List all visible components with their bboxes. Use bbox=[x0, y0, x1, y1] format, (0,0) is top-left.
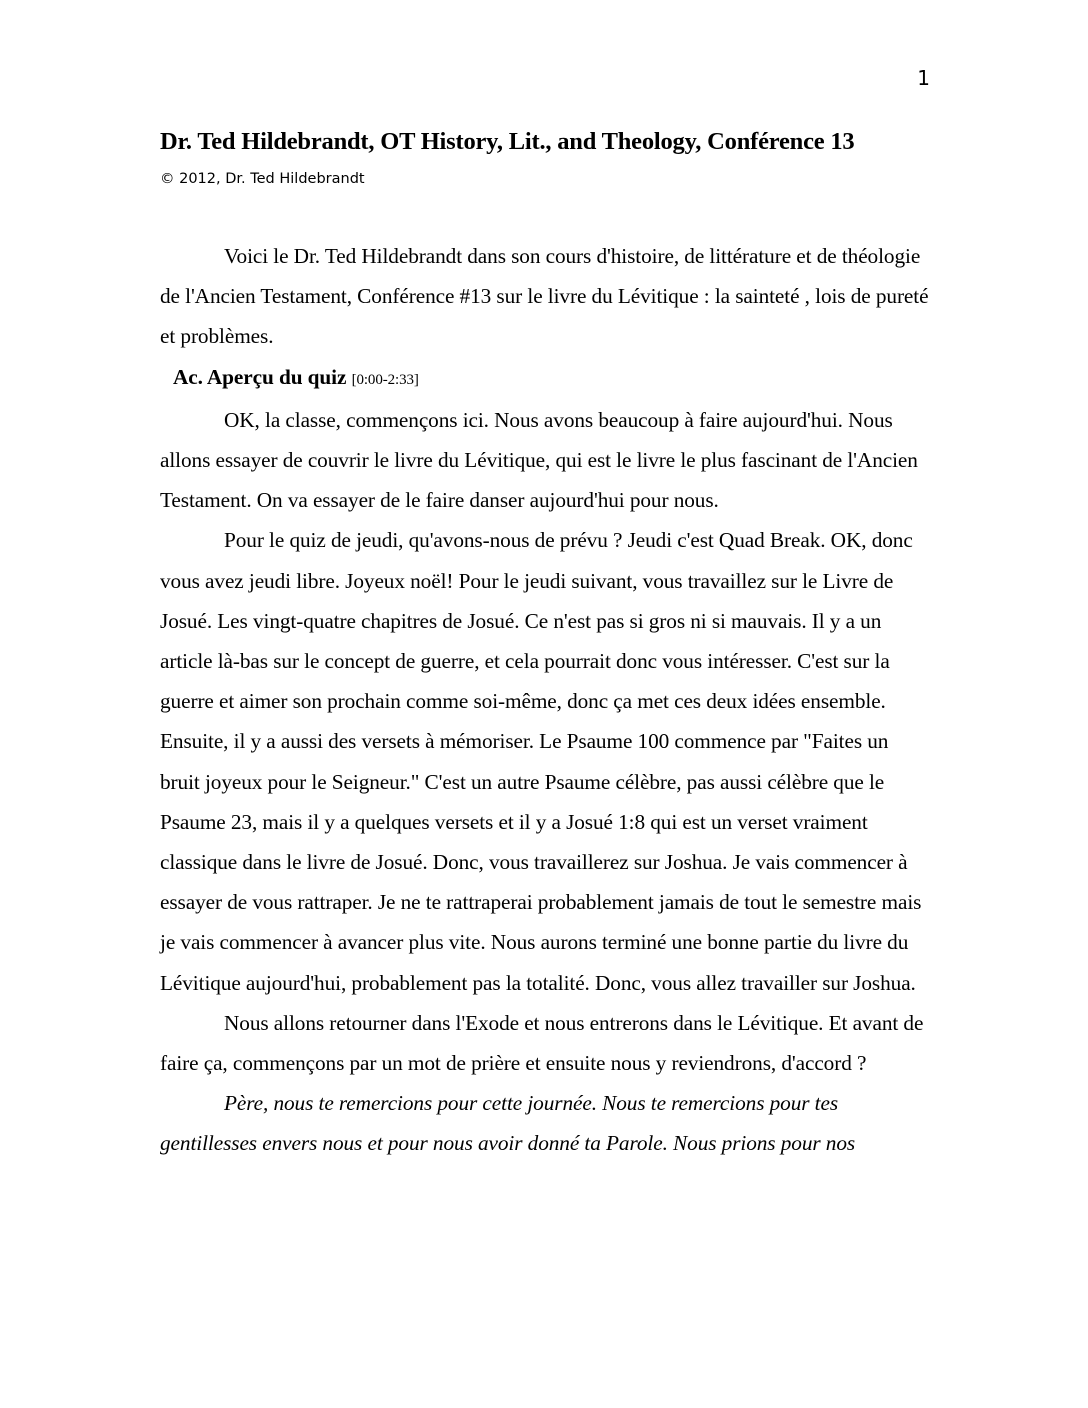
page-number: 1 bbox=[917, 66, 930, 90]
document-body bbox=[160, 236, 932, 1164]
section-timestamp: [0:00-2:33] bbox=[351, 371, 419, 388]
prayer-paragraph: Père, nous te remercions pour cette journée. Nous te remercions pour tes gentillesses envers nous et pour nous avoir donné ta Parole. Nous prions pour nos bbox=[160, 1091, 856, 1156]
body-paragraph: Nous allons retourner dans l'Exode et nous entrerons dans le Lévitique. Et avant de faire ça, commençons par un mot de prière et ensuite nous y reviendrons, d'accord ? bbox=[160, 1010, 924, 1076]
copyright-notice: © 2012, Dr. Ted Hildebrandt bbox=[160, 171, 365, 187]
document-title: Dr. Ted Hildebrandt, OT History, Lit., and Theology, Conférence 13 bbox=[160, 128, 855, 155]
section-heading bbox=[160, 357, 932, 400]
intro-paragraph: Voici le Dr. Ted Hildebrandt dans son cours d'histoire, de littérature et de théologie de l'Ancien Testament, Conférence #13 sur le livre du Lévitique : la sainteté , lois de pureté et problèmes. bbox=[160, 244, 929, 349]
body-paragraph: Pour le quiz de jeudi, qu'avons-nous de prévu ? Jeudi c'est Quad Break. OK, donc vous avez jeudi libre. Joyeux noël! Pour le jeudi suivant, vous travaillez sur le Livre de Josué. Les vingt-quatre chapitres de Josué. Ce n'est pas si gros ni si mauvais. Il y a un article là-bas sur le concept de guerre, et cela pourrait donc vous intéresser. C'est sur la guerre et aimer son prochain comme soi-même, donc ça met ces deux idées ensemble. Ensuite, il y a aussi des versets à mémoriser. Le Psaume 100 commence par "Faites un bruit joyeux pour le Seigneur." C'est un autre Psaume célèbre, pas aussi célèbre que le Psaume 23, mais il y a quelques versets et il y a Josué 1:8 qui est un verset vraiment classique dans le livre de Josué. Donc, vous travaillerez sur Joshua. Je vais commencer à essayer de vous rattraper. Je ne te rattraperai probablement jamais de tout le semestre mais je vais commencer à avancer plus vite. Nous aurons terminé une bonne partie du livre du Lévitique aujourd'hui, probablement pas la totalité. Donc, vous allez travailler sur Joshua. bbox=[160, 528, 922, 995]
section-heading-label: Ac. Aperçu du quiz bbox=[173, 364, 347, 389]
body-paragraph: OK, la classe, commençons ici. Nous avons beaucoup à faire aujourd'hui. Nous allons essayer de couvrir le livre du Lévitique, qui est le livre le plus fascinant de l'Ancien Testament. On va essayer de le faire danser aujourd'hui pour nous. bbox=[160, 407, 918, 513]
